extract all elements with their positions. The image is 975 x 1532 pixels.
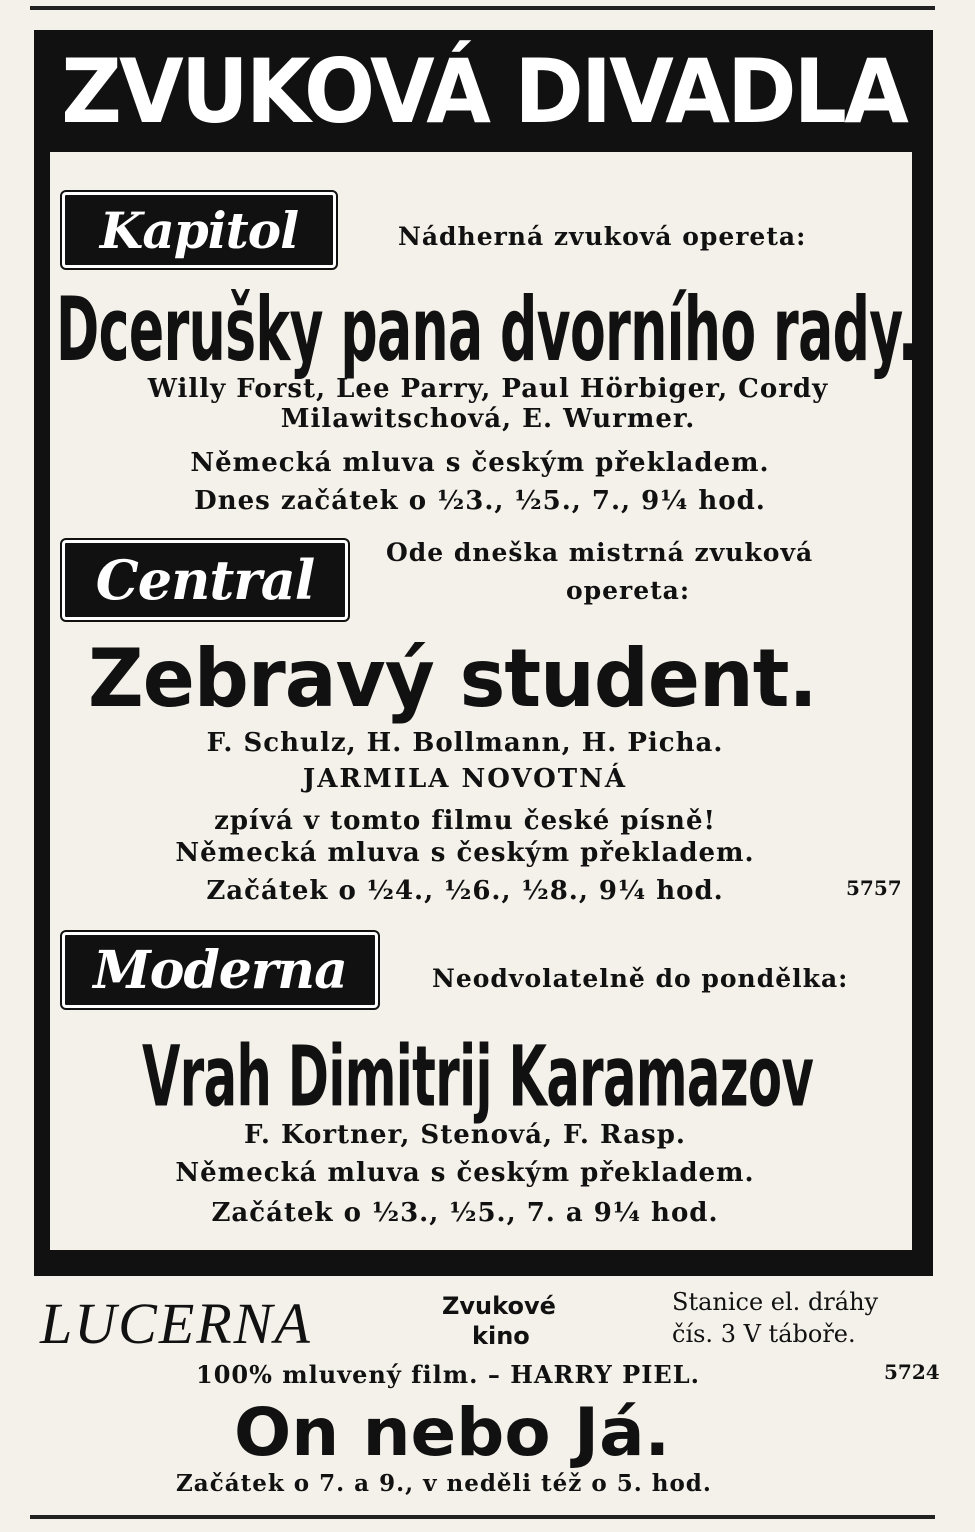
kapitol-language: Německá mluva s českým překladem.: [190, 448, 770, 478]
kapitol-title: Dcerušky pana dvorního rady.: [56, 278, 917, 381]
central-language: Německá mluva s českým překladem.: [175, 838, 755, 868]
ad-panel: [50, 152, 917, 1250]
central-star-note: zpívá v tomto filmu české písně!: [214, 806, 716, 836]
kapitol-logo: [62, 192, 336, 268]
moderna-logo-text: Moderna: [93, 939, 347, 1001]
moderna-logo: [62, 932, 378, 1008]
central-times: Začátek o ½4., ½6., ½8., 9¼ hod.: [206, 876, 724, 906]
lucerna-film-info: 100% mluvený film. – HARRY PIEL.: [196, 1360, 700, 1389]
kapitol-cast-2: Milawitschová, E. Wurmer.: [280, 404, 696, 434]
central-cast: F. Schulz, H. Bollmann, H. Picha.: [206, 728, 724, 758]
bottom-rule: [30, 1515, 935, 1519]
top-rule: [30, 6, 935, 10]
lucerna-ref-number: 5724: [884, 1360, 940, 1384]
moderna-times: Začátek o ½3., ½5., 7. a 9¼ hod.: [211, 1198, 719, 1228]
banner: [34, 30, 933, 152]
lucerna-stop-1: Stanice el. dráhy: [672, 1288, 879, 1316]
lucerna-name: LUCERNA: [40, 1291, 312, 1356]
central-intro-1: Ode dneška mistrná zvuková: [386, 538, 814, 567]
kapitol-logo-text: Kapitol: [99, 200, 299, 260]
lucerna-title: On nebo Já.: [234, 1394, 671, 1471]
lucerna-kind-2: kino: [472, 1322, 530, 1350]
kapitol-intro: Nádherná zvuková opereta:: [398, 222, 807, 251]
central-logo: [62, 540, 348, 620]
moderna-title: Vrah Dimitrij Karamazov: [142, 1028, 814, 1126]
banner-title: ZVUKOVÁ DIVADLA: [61, 39, 906, 143]
central-title: Zebravý student.: [88, 632, 817, 725]
moderna-intro: Neodvolatelně do pondělka:: [432, 964, 849, 993]
central-ref-number: 5757: [846, 876, 902, 900]
lucerna-times: Začátek o 7. a 9., v neděli též o 5. hod.: [176, 1470, 712, 1497]
central-logo-text: Central: [95, 548, 315, 612]
lucerna-stop-2: čís. 3 V táboře.: [672, 1320, 856, 1348]
kapitol-times: Dnes začátek o ½3., ½5., 7., 9¼ hod.: [194, 486, 766, 516]
central-intro-2: opereta:: [566, 576, 691, 605]
moderna-language: Německá mluva s českým překladem.: [175, 1158, 755, 1188]
kapitol-cast-1: Willy Forst, Lee Parry, Paul Hörbiger, Cordy: [147, 374, 829, 404]
moderna-cast: F. Kortner, Stenová, F. Rasp.: [244, 1120, 686, 1150]
central-star: JARMILA NOVOTNÁ: [302, 764, 628, 794]
lucerna-kind-1: Zvukové: [442, 1292, 556, 1320]
